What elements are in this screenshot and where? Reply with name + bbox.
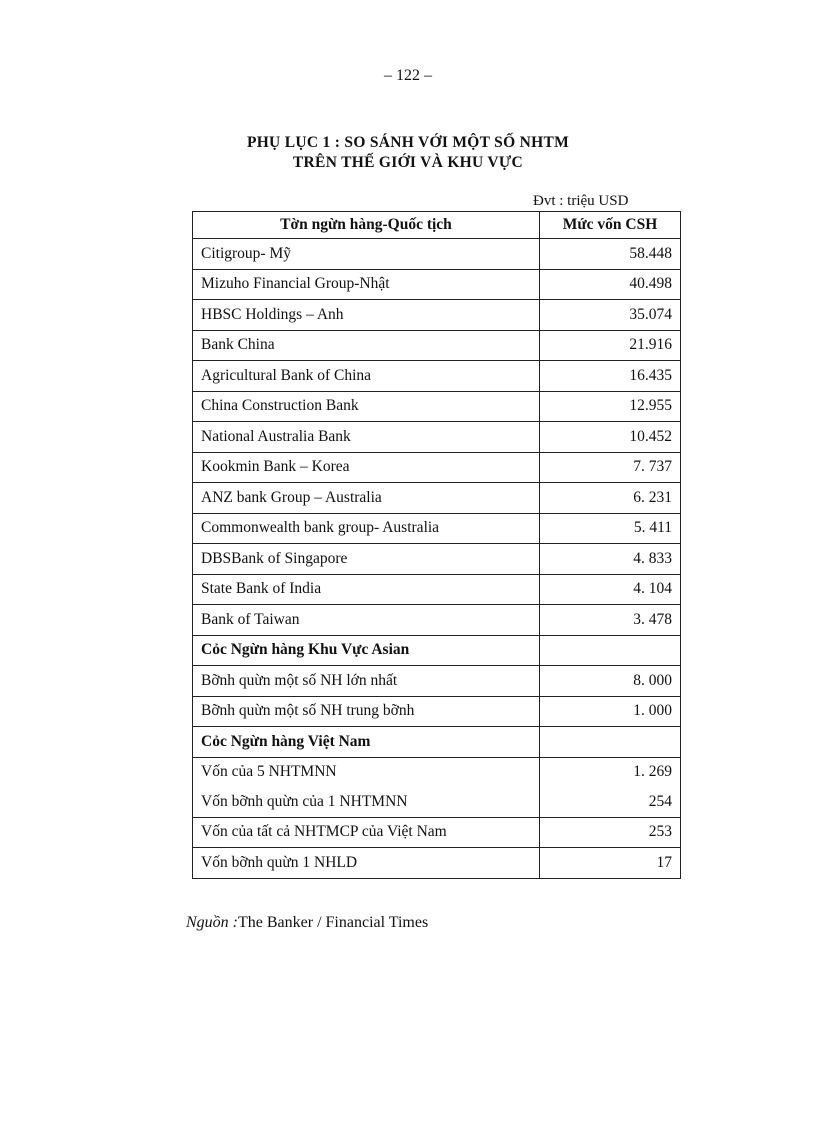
capital-value: 254 [540,787,681,817]
bank-name: Citigroup- Mỹ [193,239,540,270]
table-row [193,239,681,270]
header-bank-name: Tờn ngừn hàng-Quốc tịch [193,212,540,239]
section-header-row [193,635,681,666]
bank-name: Commonwealth bank group- Australia [193,513,540,544]
title-line-1: PHỤ LỤC 1 : SO SÁNH VỚI MỘT SỐ NHTM [246,134,570,151]
source-note [186,914,428,932]
capital-value: 7. 737 [540,452,681,483]
capital-value: 4. 104 [540,574,681,605]
capital-value: 253 [540,817,681,848]
table-row [193,544,681,575]
title-line-2: TRÊN THẾ GIỚI VÀ KHU VỰC [292,154,524,171]
bank-name: Bank China [193,330,540,361]
page-number: – 122 – [384,67,432,84]
source-text: The Banker / Financial Times [238,914,429,931]
bank-name: Vốn của 5 NHTMNN [193,757,540,787]
bank-name: HBSC Holdings – Anh [193,300,540,331]
bank-name: ANZ bank Group – Australia [193,483,540,514]
section-header-row [193,727,681,758]
bank-name: DBSBank of Singapore [193,544,540,575]
table-row [193,848,681,879]
capital-value: 12.955 [540,391,681,422]
capital-value: 8. 000 [540,666,681,697]
table-row [193,696,681,727]
table-header-row [193,212,681,239]
capital-value [540,727,681,758]
source-label: Nguồn : [186,914,238,931]
table-row [193,361,681,392]
capital-value: 3. 478 [540,605,681,636]
table-row [193,269,681,300]
bank-name: Vốn bỡnh quừn 1 NHLD [193,848,540,879]
table-row [193,452,681,483]
capital-value: 5. 411 [540,513,681,544]
bank-name: Vốn bỡnh quừn của 1 NHTMNN [193,787,540,817]
table-row [193,513,681,544]
capital-value: 6. 231 [540,483,681,514]
section-title: Cỏc Ngừn hàng Việt Nam [193,727,540,758]
table-row [193,422,681,453]
bank-name: China Construction Bank [193,391,540,422]
unit-label: Đvt : triệu USD [533,193,629,209]
table-row [193,330,681,361]
bank-capital-table [192,211,681,879]
table-row [193,483,681,514]
capital-value [540,635,681,666]
bank-name: Bỡnh quừn một số NH lớn nhất [193,666,540,697]
capital-value: 1. 269 [540,757,681,787]
bank-name: Kookmin Bank – Korea [193,452,540,483]
capital-value: 1. 000 [540,696,681,727]
table-row [193,391,681,422]
header-capital: Mức vốn CSH [540,212,681,239]
table-row [193,666,681,697]
capital-value: 35.074 [540,300,681,331]
bank-name: Mizuho Financial Group-Nhật [193,269,540,300]
table-row [193,300,681,331]
capital-value: 10.452 [540,422,681,453]
capital-value: 40.498 [540,269,681,300]
table-row [193,574,681,605]
bank-name: Vốn của tất cả NHTMCP của Việt Nam [193,817,540,848]
table-row [193,817,681,848]
table-row [193,757,681,787]
bank-name: Bỡnh quừn một số NH trung bỡnh [193,696,540,727]
capital-value: 21.916 [540,330,681,361]
capital-value: 58.448 [540,239,681,270]
table-row [193,787,681,817]
table-row [193,605,681,636]
bank-name: Agricultural Bank of China [193,361,540,392]
capital-value: 4. 833 [540,544,681,575]
capital-value: 17 [540,848,681,879]
bank-name: National Australia Bank [193,422,540,453]
page-title [0,133,816,173]
capital-value: 16.435 [540,361,681,392]
bank-name: State Bank of India [193,574,540,605]
section-title: Cỏc Ngừn hàng Khu Vực Asian [193,635,540,666]
bank-name: Bank of Taiwan [193,605,540,636]
